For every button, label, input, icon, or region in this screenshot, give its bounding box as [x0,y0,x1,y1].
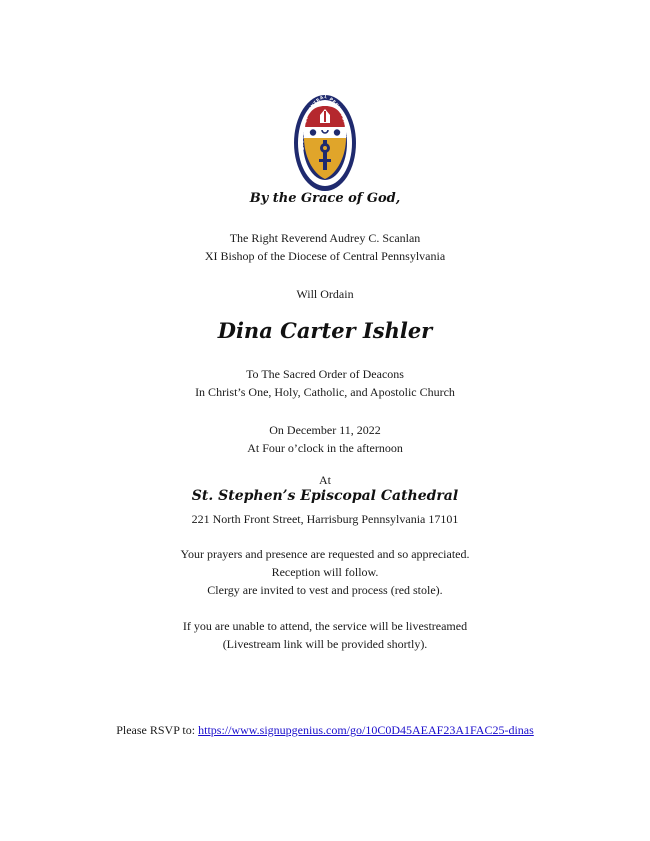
diocese-seal-logo [293,93,357,193]
notes-block [0,545,650,599]
notes-line-2: Reception will follow. [271,565,379,579]
venue-address: 221 North Front Street, Harrisburg Pennsylvania 17101 [191,512,459,526]
bishop-block [0,229,650,265]
rsvp-line [0,721,650,739]
venue-name: St. Stephen’s Episcopal Cathedral [191,488,459,504]
notes-line-3: Clergy are invited to vest and process (red stole). [207,583,443,597]
bishop-title: XI Bishop of the Diocese of Central Pennsylvania [204,249,446,263]
service-date: On December 11, 2022 [269,423,381,437]
livestream-line-2: (Livestream link will be provided shortly). [222,637,428,651]
seal-ring-text: DIOCESE OF CENTRAL PENNSYLVANIA [299,93,351,151]
bishop-name: The Right Reverend Audrey C. Scanlan [229,231,421,245]
order-line-2: In Christ’s One, Holy, Catholic, and Apostolic Church [195,385,455,399]
date-block [0,421,650,457]
greeting-heading: By the Grace of God, [249,191,401,206]
livestream-line-1: If you are unable to attend, the service will be livestreamed [182,619,468,633]
ordinand-name: Dina Carter Ishler [217,318,433,343]
order-block [0,365,650,401]
livestream-block [0,617,650,653]
notes-line-1: Your prayers and presence are requested and so appreciated. [180,547,470,561]
rsvp-label: Please RSVP to: [116,723,199,737]
order-line-1: To The Sacred Order of Deacons [246,367,404,381]
service-time: At Four o’clock in the afternoon [247,441,403,455]
will-ordain-text: Will Ordain [296,287,354,301]
at-text: At [319,473,331,487]
rsvp-link[interactable]: https://www.signupgenius.com/go/10C0D45AEAF23A1FAC25-dinas [198,723,534,737]
